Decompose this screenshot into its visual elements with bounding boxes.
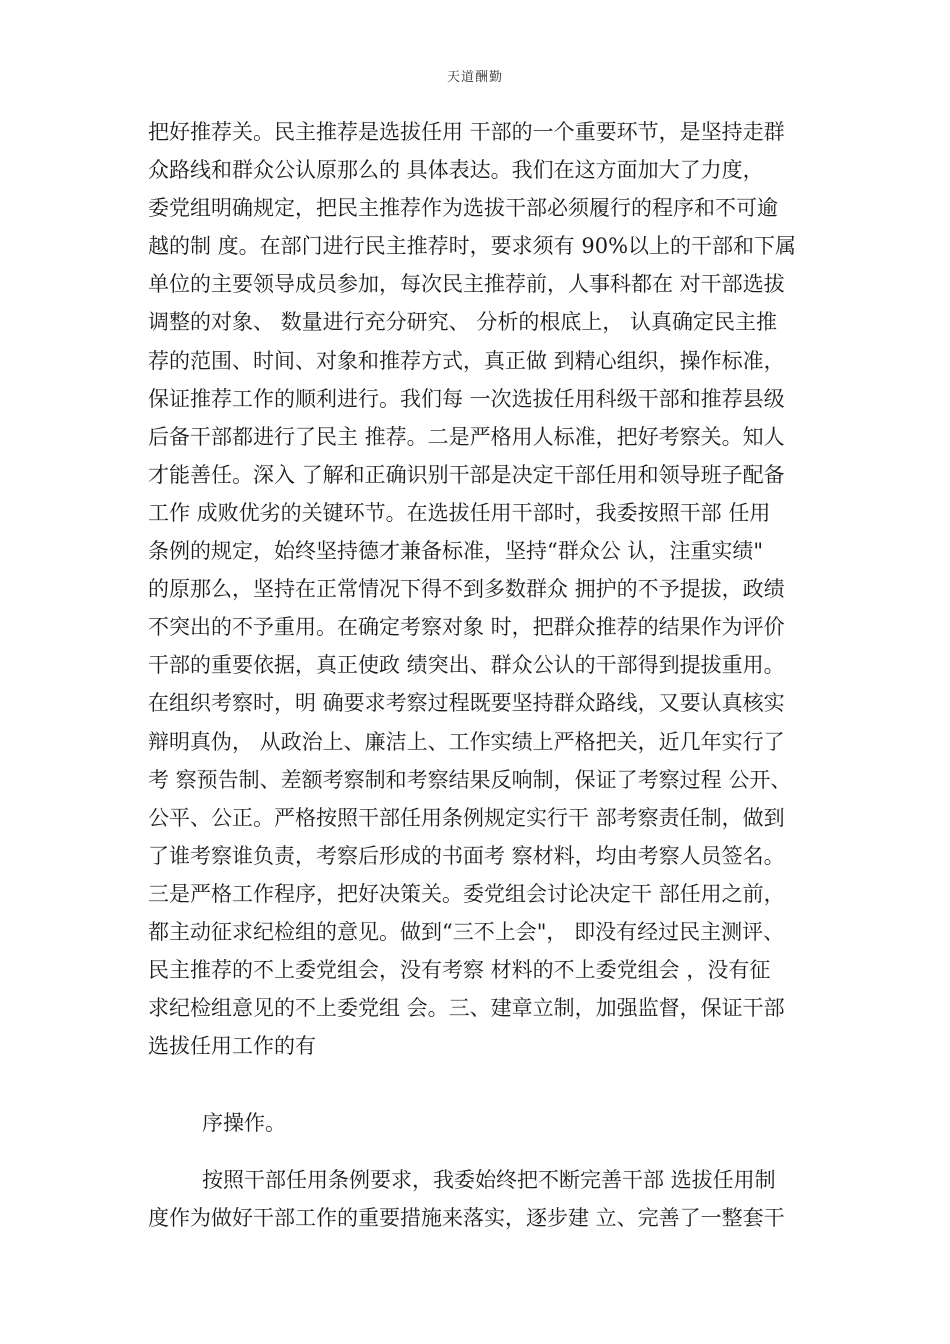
text-line: 度作为做好干部工作的重要措施来落实，逐步建 立、完善了一整套干 bbox=[148, 1206, 785, 1231]
text-line: 越的制 度。在部门进行民主推荐时，要求须有 90%以上的干部和下属 bbox=[148, 234, 797, 259]
text-line: 民主推荐的不上委党组会，没有考察 材料的不上委党组会 ，没有征 bbox=[148, 958, 771, 983]
text-line: 了谁考察谁负责，考察后形成的书面考 察材料，均由考察人员签名。 bbox=[148, 843, 785, 868]
text-line: 不突出的不予重用。在确定考察对象 时，把群众推荐的结果作为评价 bbox=[148, 615, 785, 640]
continuation-paragraph bbox=[148, 1104, 868, 1142]
text-line: 后备干部都进行了民主 推荐。二是严格用人标准，把好考察关。知人 bbox=[148, 424, 785, 449]
text-line: 按照干部任用条例要求，我委始终把不断完善干部 选拔任用制 bbox=[202, 1168, 776, 1192]
text-line: 众路线和群众公认原那么的 具体表达。我们在这方面加大了力度， bbox=[148, 158, 764, 183]
text-line: 把好推荐关。民主推荐是选拔任用 干部的一个重要环节，是坚持走群 bbox=[148, 120, 785, 144]
main-paragraph bbox=[148, 113, 868, 1065]
text-line: 序操作。 bbox=[202, 1111, 286, 1135]
text-line: 干部的重要依据，真正使政 绩突出、群众公认的干部得到提拔重用。 bbox=[148, 653, 785, 678]
text-line: 三是严格工作程序，把好决策关。委党组会讨论决定干 部任用之前， bbox=[148, 881, 785, 906]
text-line: 求纪检组意见的不上委党组 会。三、建章立制，加强监督，保证干部 bbox=[148, 996, 785, 1021]
text-line: 在组织考察时，明 确要求考察过程既要坚持群众路线，又要认真核实 bbox=[148, 691, 785, 716]
text-line: 保证推荐工作的顺利进行。我们每 一次选拔任用科级干部和推荐县级 bbox=[148, 386, 785, 411]
text-line: 调整的对象、 数量进行充分研究、 分析的根底上， 认真确定民主推 bbox=[148, 310, 778, 335]
text-line: 公平、公正。严格按照干部任用条例规定实行干 部考察责任制，做到 bbox=[148, 805, 785, 830]
text-line: 委党组明确规定，把民主推荐作为选拔干部必须履行的程序和不可逾 bbox=[148, 196, 778, 221]
text-line: 选拔任用工作的有 bbox=[148, 1034, 316, 1059]
text-line: 工作 成败优劣的关键环节。在选拔任用干部时，我委按照干部 任用 bbox=[148, 500, 771, 525]
text-line: 考 察预告制、差额考察制和考察结果反响制，保证了考察过程 公开、 bbox=[148, 767, 792, 792]
text-line: 都主动征求纪检组的意见。做到“三不上会"， 即没有经过民主测评、 bbox=[148, 919, 785, 944]
text-line: 辩明真伪， 从政治上、廉洁上、工作实绩上严格把关，近几年实行了 bbox=[148, 729, 785, 754]
text-line: 才能善任。深入 了解和正确识别干部是决定干部任用和领导班子配备 bbox=[148, 462, 785, 487]
text-line: 条例的规定，始终坚持德才兼备标准，坚持“群众公 认，注重实绩" bbox=[148, 539, 764, 564]
text-line: 单位的主要领导成员参加，每次民主推荐前，人事科都在 对干部选拔 bbox=[148, 272, 785, 297]
text-line: 荐的范围、时间、对象和推荐方式，真正做 到精心组织，操作标准， bbox=[148, 348, 785, 373]
next-paragraph bbox=[148, 1161, 868, 1237]
text-line: 的原那么，坚持在正常情况下得不到多数群众 拥护的不予提拔，政绩 bbox=[148, 577, 785, 602]
page-header: 天道酬勤 bbox=[446, 70, 503, 85]
